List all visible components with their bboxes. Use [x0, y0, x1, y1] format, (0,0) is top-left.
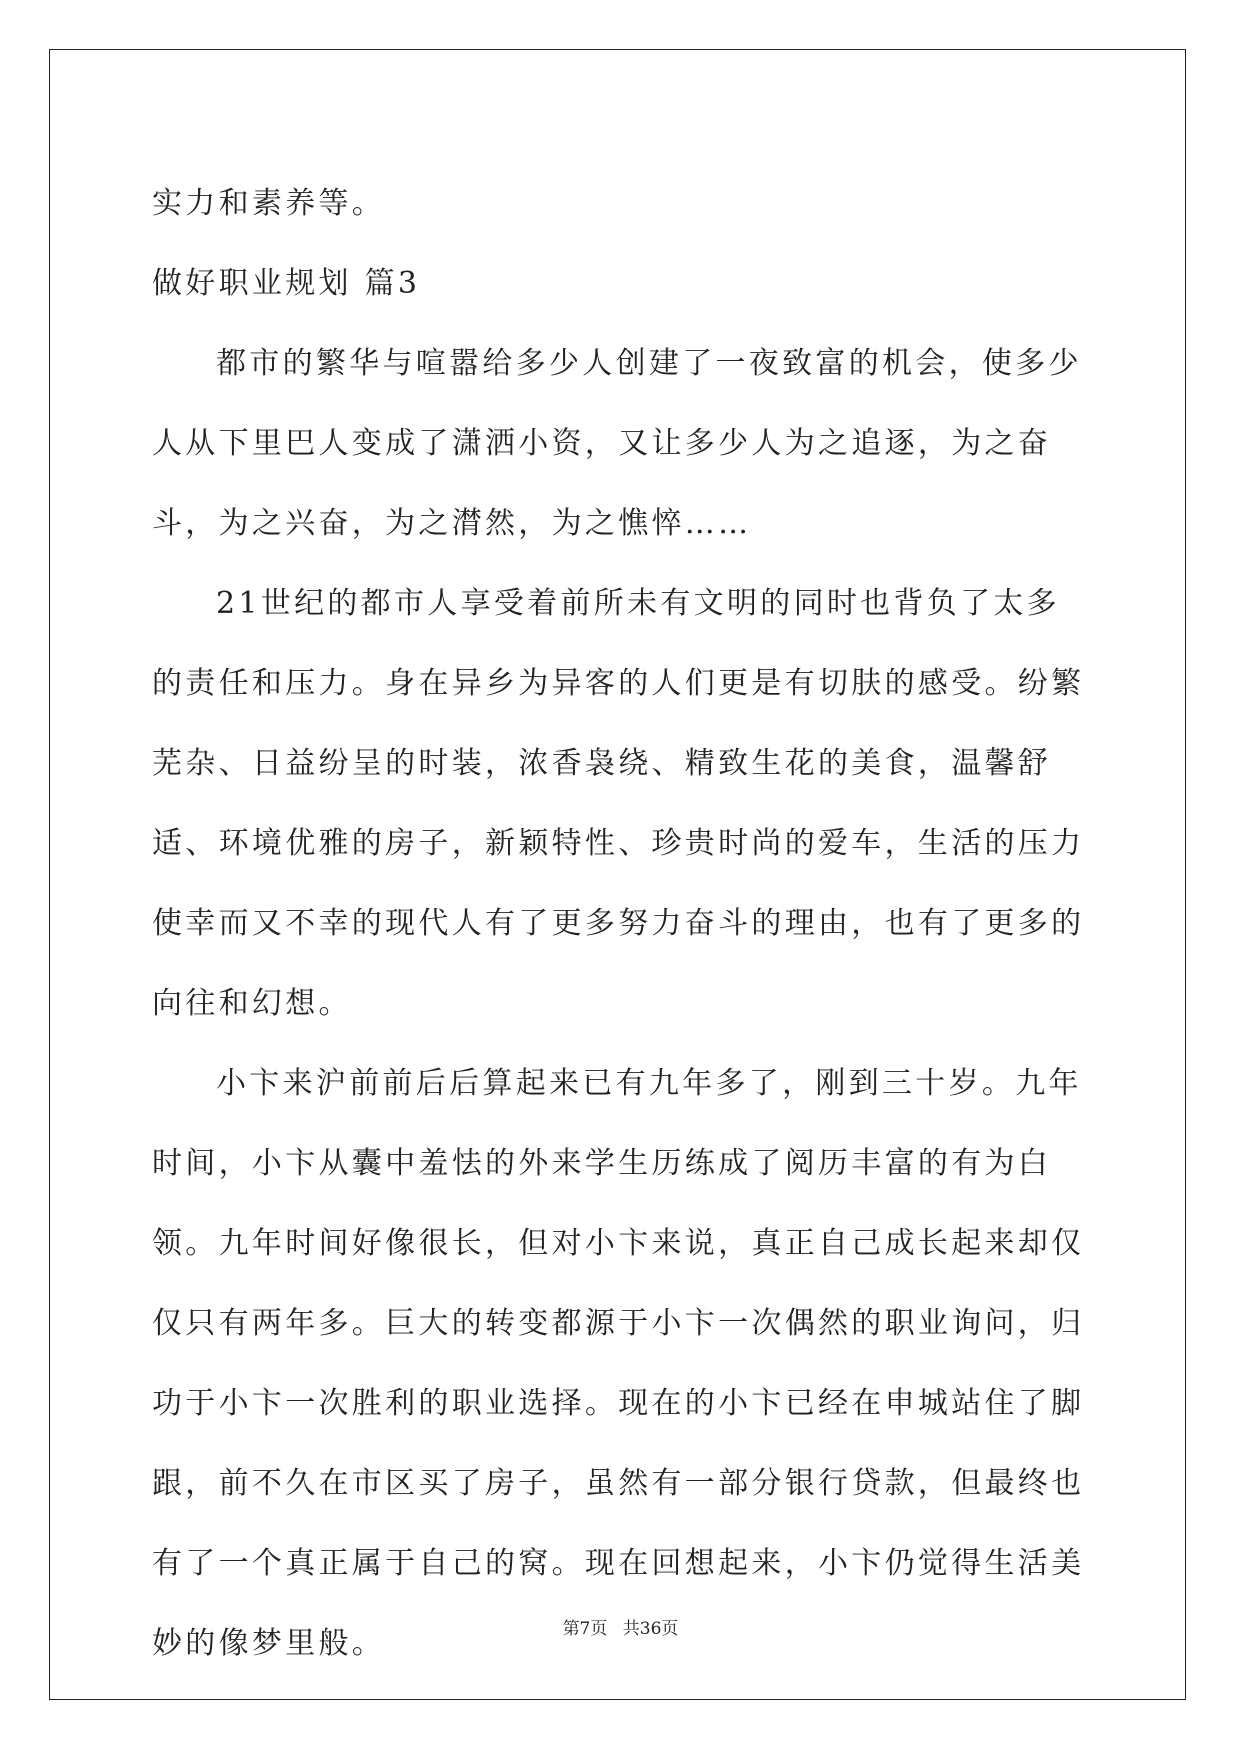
- page-footer: [0, 1614, 1241, 1639]
- page-number: 第7页: [562, 1619, 608, 1639]
- document-body: [152, 164, 1092, 1684]
- page-total: 共36页: [622, 1619, 679, 1639]
- paragraph: 21世纪的都市人享受着前所未有文明的同时也背负了太多的责任和压力。身在异乡为异客的人们更是有切肤的感受。纷繁芜杂、日益纷呈的时装，浓香袅绕、精致生花的美食，温馨舒适、环境优雅的房子，新颖特性、珍贵时尚的爱车，生活的压力使幸而又不幸的现代人有了更多努力奋斗的理由，也有了更多的向往和幻想。: [152, 586, 1085, 1021]
- section-heading: 做好职业规划 篇3: [152, 266, 421, 301]
- paragraph: 都市的繁华与喧嚣给多少人创建了一夜致富的机会，使多少人从下里巴人变成了潇洒小资，又让多少人为之追逐，为之奋斗，为之兴奋，为之潸然，为之憔悴……: [152, 346, 1082, 541]
- paragraph-continued: 实力和素养等。: [152, 186, 386, 221]
- paragraph: 小卞来沪前前后后算起来已有九年多了，刚到三十岁。九年时间，小卞从囊中羞怯的外来学生历练成了阅历丰富的有为白领。九年时间好像很长，但对小卞来说，真正自己成长起来却仅仅只有两年多。巨大的转变都源于小卞一次偶然的职业询问，归功于小卞一次胜利的职业选择。现在的小卞已经在申城站住了脚跟，前不久在市区买了房子，虽然有一部分银行贷款，但最终也有了一个真正属于自己的窝。现在回想起来，小卞仍觉得生活美妙的像梦里般。: [152, 1066, 1085, 1661]
